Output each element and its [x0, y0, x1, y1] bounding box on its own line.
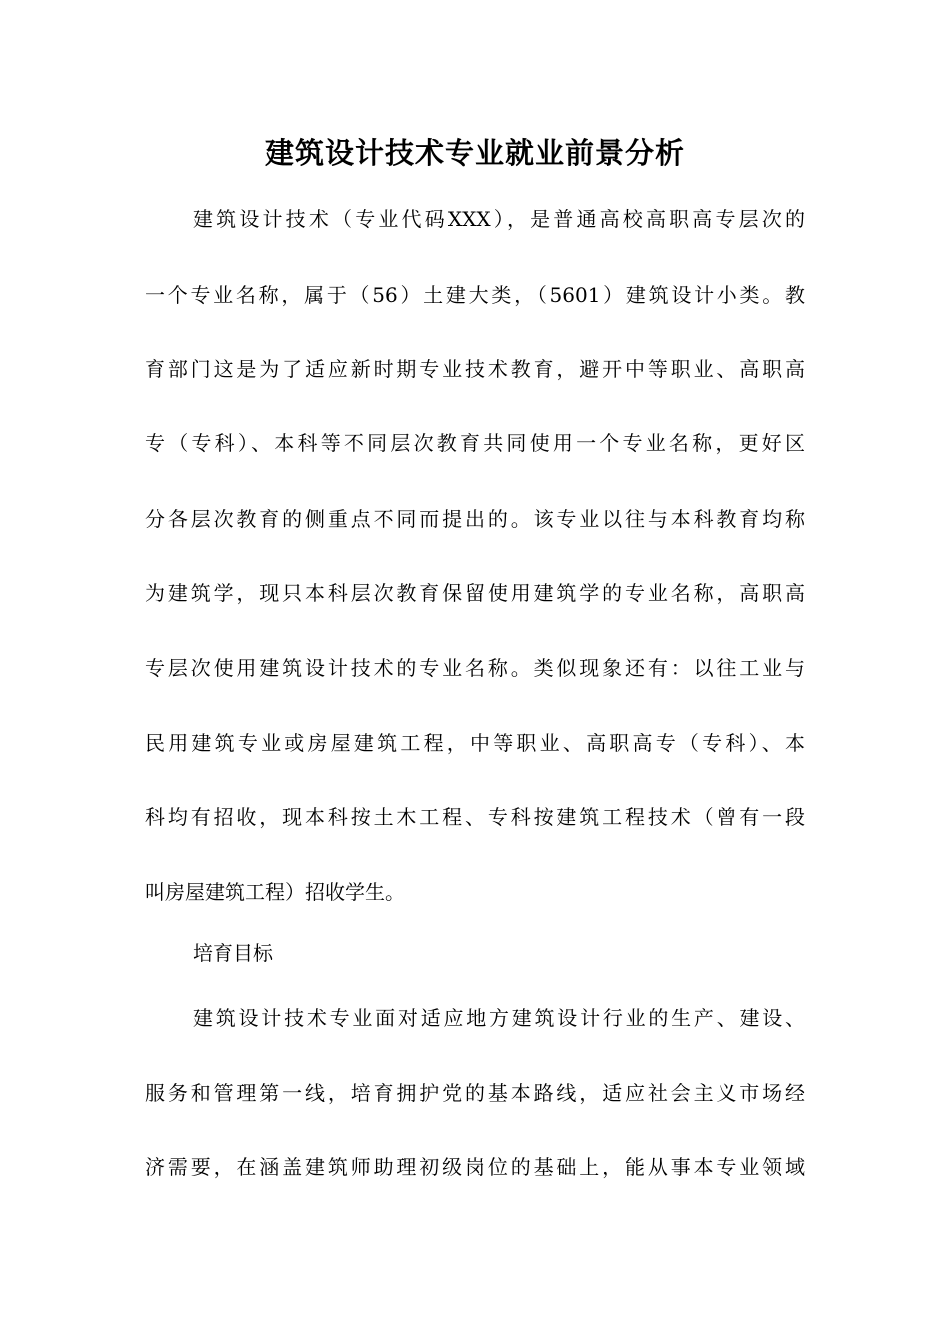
paragraph-line-1: 建筑设计技术（专业代码XXX），是普通高校高职高专层次的 [193, 207, 805, 231]
document-title: 建筑设计技术专业就业前景分析 [264, 136, 685, 170]
section-heading-training-goal: 培育目标 [193, 941, 273, 965]
paragraph-line-7: 专层次使用建筑设计技术的专业名称。类似现象还有：以往工业与 [145, 656, 805, 680]
paragraph-line-9: 科均有招收，现本科按土木工程、专科按建筑工程技术（曾有一段 [145, 805, 805, 829]
paragraph-line-8: 民用建筑专业或房屋建筑工程，中等职业、高职高专（专科）、本 [145, 731, 805, 755]
paragraph-line-6: 为建筑学，现只本科层次教育保留使用建筑学的专业名称，高职高 [145, 581, 805, 605]
paragraph-line-12: 服务和管理第一线，培育拥护党的基本路线，适应社会主义市场经 [145, 1081, 805, 1105]
paragraph-line-2: 一个专业名称，属于（56）土建大类，（5601）建筑设计小类。教 [145, 283, 805, 307]
paragraph-line-5: 分各层次教育的侧重点不同而提出的。该专业以往与本科教育均称 [145, 507, 805, 531]
paragraph-line-10: 叫房屋建筑工程）招收学生。 [145, 880, 405, 904]
paragraph-line-3: 育部门这是为了适应新时期专业技术教育，避开中等职业、高职高 [145, 357, 805, 381]
paragraph-line-11: 建筑设计技术专业面对适应地方建筑设计行业的生产、建设、 [193, 1006, 805, 1030]
paragraph-line-4: 专（专科）、本科等不同层次教育共同使用一个专业名称，更好区 [145, 431, 805, 455]
paragraph-line-13: 济需要，在涵盖建筑师助理初级岗位的基础上，能从事本专业领域 [145, 1155, 805, 1179]
